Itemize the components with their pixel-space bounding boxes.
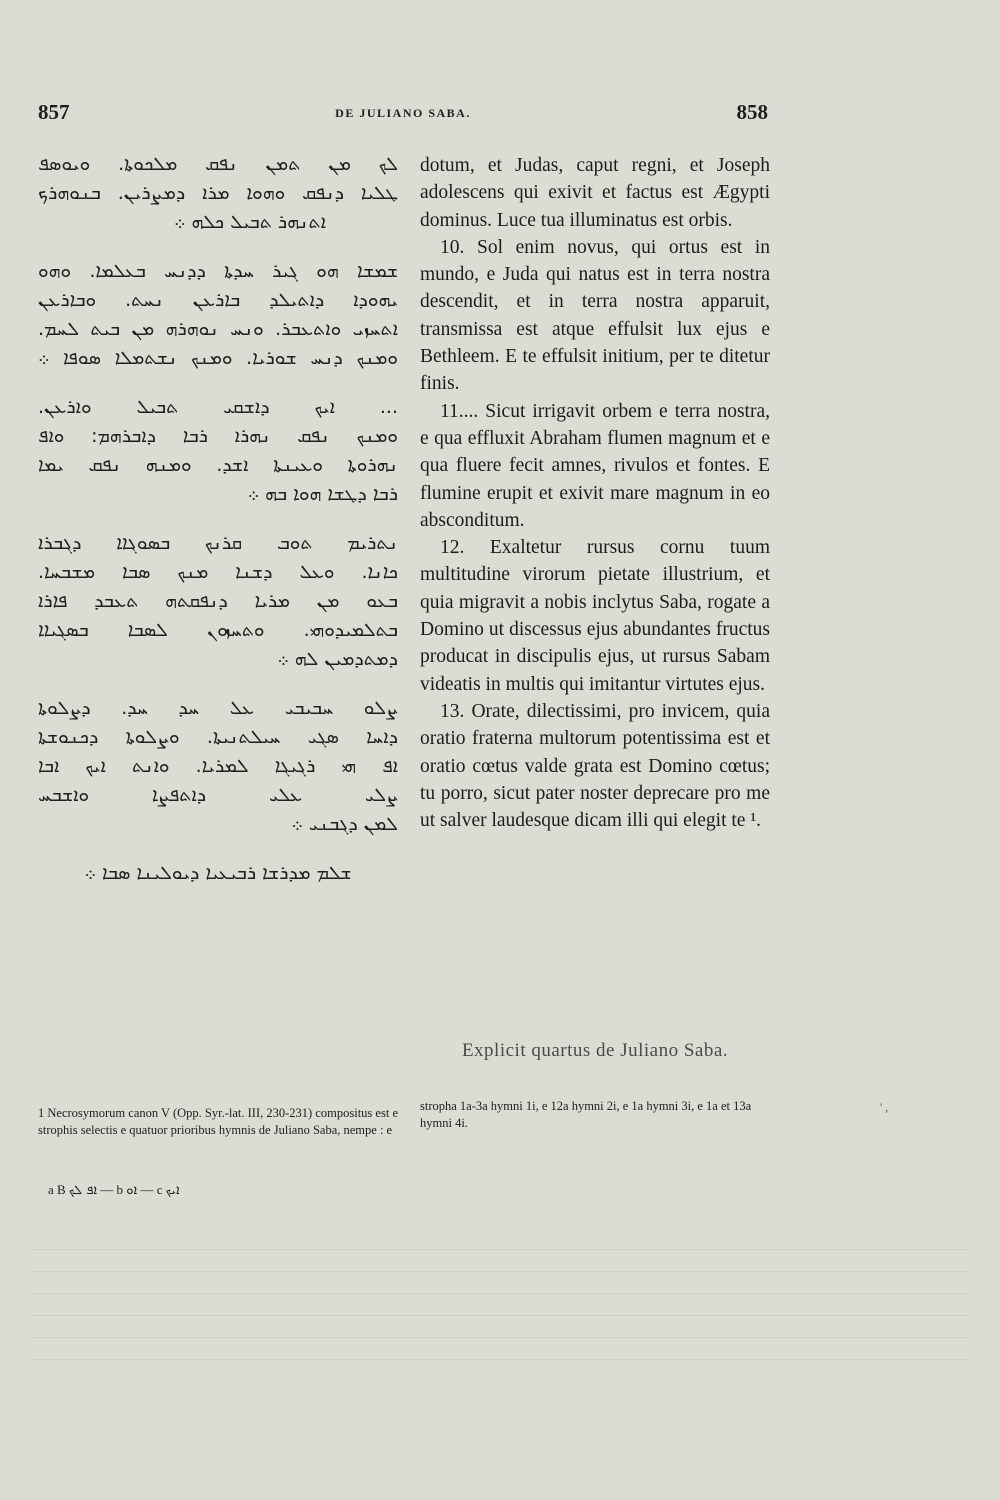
variant-b: ܐܘ xyxy=(126,1183,138,1198)
page-number-right: 858 xyxy=(736,100,768,124)
syriac-line: ܛܠܝܐ ܕܢܦܩ ܘܗܘܐ ܡܪܐ ܕܡܨܪܝܢ. ܒܢܘܗܪܟ xyxy=(38,182,398,204)
syriac-line: ܠܟ ܡܢ ܬܡܢ ܢܦܩ ܡܠܟܘܬܐ. ܘܝܘܣܦ xyxy=(38,153,398,175)
syriac-stanza xyxy=(38,694,398,839)
page-header xyxy=(38,100,768,130)
syriac-stanza xyxy=(38,257,398,373)
latin-paragraph: 10. Sol enim novus, qui ortus est in mundo, e Juda qui natus est in terra nostra descendit, et in terra nostra apparuit, transmissa est atque effulsit lux ejus e Bethleem. E te effulsit initium, per te ditetur finis. xyxy=(420,236,770,395)
syriac-line: ܕܐܚܐ ܣܓܝ ܚܝܠܬܢܝܬܐ. ܘܨܠܘܬܐ ܕܟܢܘܫܬܐ xyxy=(38,726,398,748)
syriac-line: ܒܥܘ ܡܢ ܡܪܝܐ ܕܢܦܩܬܗ ܬܥܒܕ ܦܐܪܐ xyxy=(38,590,398,612)
variant-c: ܐܝܟ xyxy=(165,1183,180,1198)
syriac-line: ܢܬܪܝܡ ܬܘܒ ܩܪܢܟ ܒܣܘܓܐܐ ܕܓܒܪܐ xyxy=(38,532,398,554)
syriac-line: ܟܐܢܐ. ܘܥܠ ܕܫܢܐ ܡܢܟ ܣܒܐ ܡܫܒܚܐ. xyxy=(38,561,398,583)
syriac-stanza xyxy=(38,529,398,674)
syriac-column xyxy=(38,150,398,888)
syriac-line: ܘܡܢܟ ܢܦܩ ܢܗܪܐ ܪܒܐ ܕܐܒܪܗܡ: ܘܐܦ xyxy=(38,425,398,447)
syriac-line: ܠܡܢ ܕܓܒܢܝ ܀ xyxy=(291,813,398,835)
variant-sep-1: — b xyxy=(100,1182,124,1197)
running-title: DE JULIANO SABA. xyxy=(335,106,471,120)
latin-paragraph: 13. Orate, dilectissimi, pro invicem, quia oratio fraterna multorum potentissima est et oratio cœtus valde grata est Domino cœtus; tu porro, sicut pater noster deprecare pro me ut salver laudesque dicam illi qui elegit te ¹. xyxy=(420,700,770,832)
syriac-line: ... ܐܝܟ ܕܐܫܩܝ ܬܒܝܠ ܘܐܪܥܢ. xyxy=(38,396,398,418)
syriac-line: ܕܡܬܕܡܝܢ ܠܗ ܀ xyxy=(277,648,398,670)
footnote-right: stropha 1a-3a hymni 1i, e 12a hymni 2i, e 1a hymni 3i, e 1a et 13a hymni 4i. xyxy=(420,1099,752,1130)
syriac-line: ܐܬܢܗܪ ܬܒܝܠ ܟܠܗ ܀ xyxy=(174,211,326,233)
syriac-line: ܝܗܘܕܐ ܕܐܬܝܠܕ ܒܐܪܥܢ ܢܚܬ. ܘܒܐܪܥܢ xyxy=(38,289,398,311)
latin-paragraph: dotum, et Judas, caput regni, et Joseph adolescens qui exivit et factus est Ægypti dominus. Luce tua illuminatus est orbis. xyxy=(420,155,770,231)
variant-prefix: a B xyxy=(48,1182,66,1197)
syriac-stanza xyxy=(38,150,398,237)
explicit-line: Explicit quartus de Juliano Saba. xyxy=(461,1040,729,1061)
syriac-line: ܐܬܚܙܝ ܘܐܬܥܒܪ. ܘܢܚ ܢܘܗܪܗ ܡܢ ܒܝܬ ܠܚܡ. xyxy=(38,318,398,340)
syriac-line: ܢܗܪܘܬܐ ܘܥܝܢܬܐ ܐܫܕ. ܘܡܢܗ ܢܦܩ ܝܡܐ xyxy=(38,454,398,476)
variant-a: ܐܦ ܠܟ xyxy=(68,1183,98,1198)
syriac-stanza xyxy=(38,393,398,509)
syriac-line: ܒܬܠܡܝܕܘܗܝ. ܘܬܚܙܘܢ ܠܣܒܐ ܒܣܓܝܐܐ xyxy=(38,619,398,641)
syriac-line: ܘܡܢܟ ܕܢܚ ܫܘܪܝܐ. ܘܡܢܟ ܢܫܬܡܠܐ ܣܘܦܐ ܀ xyxy=(38,347,398,369)
syriac-colophon xyxy=(38,859,398,888)
stray-print-mark: ' , xyxy=(880,1100,889,1114)
footnote-variants xyxy=(48,1182,348,1198)
latin-paragraph: 12. Exaltetur rursus cornu tuum multitudine virorum pietate illustrium, et quia migravit a nobis inclytus Saba, rogate a Domino ut discessus ejus abundantes fructus producat in discipulis ejus, ut rursus Sabam videatis in multis qui imitantur virtutes ejus. xyxy=(420,537,770,695)
variant-sep-2: — c xyxy=(140,1182,163,1197)
page-number-left: 857 xyxy=(38,100,70,124)
latin-paragraph: 11.... Sicut irrigavit orbem e terra nostra, e qua effluxit Abraham flumen magnum et e qua fluere fecit amnes, rivulos et fontes. E flumine erupit et exivit mare magnum in eo absconditum. xyxy=(420,400,770,531)
syriac-line: ܨܠܘ ܚܒܝܒܝ ܥܠ ܚܕ ܚܕ. ܕܨܠܘܬܐ xyxy=(38,697,398,719)
syriac-line: ܨܠܝ ܥܠܝ ܕܐܬܦܨܐ ܘܐܫܒܚ xyxy=(38,784,398,806)
show-through-texture xyxy=(30,1240,970,1360)
latin-column xyxy=(420,152,770,834)
syriac-line: ܪܒܐ ܕܛܫܐ ܗܘܐ ܒܗ ܀ xyxy=(247,483,398,505)
footnote-left: 1 Necrosymorum canon V (Opp. Syr.-lat. III, 230-231) compositus est e strophis selectis e quatuor prioribus hymnis de Juliano Saba, nempe : e xyxy=(38,1106,398,1137)
syriac-line: ܫܡܫܐ ܗܘ ܓܝܪ ܚܕܬܐ ܕܕܢܚ ܒܥܠܡܐ. ܘܗܘ xyxy=(38,260,398,282)
syriac-line: ܐܦ ܗܝ ܪܓܝܓܐ ܠܡܪܝܐ. ܘܐܢܬ ܐܝܟ ܐܒܐ xyxy=(38,755,398,777)
syriac-colophon-line: ܫܠܡ ܡܕܪܫܐ ܪܒܝܥܝܐ ܕܝܘܠܝܢܐ ܣܒܐ ܀ xyxy=(84,862,352,884)
